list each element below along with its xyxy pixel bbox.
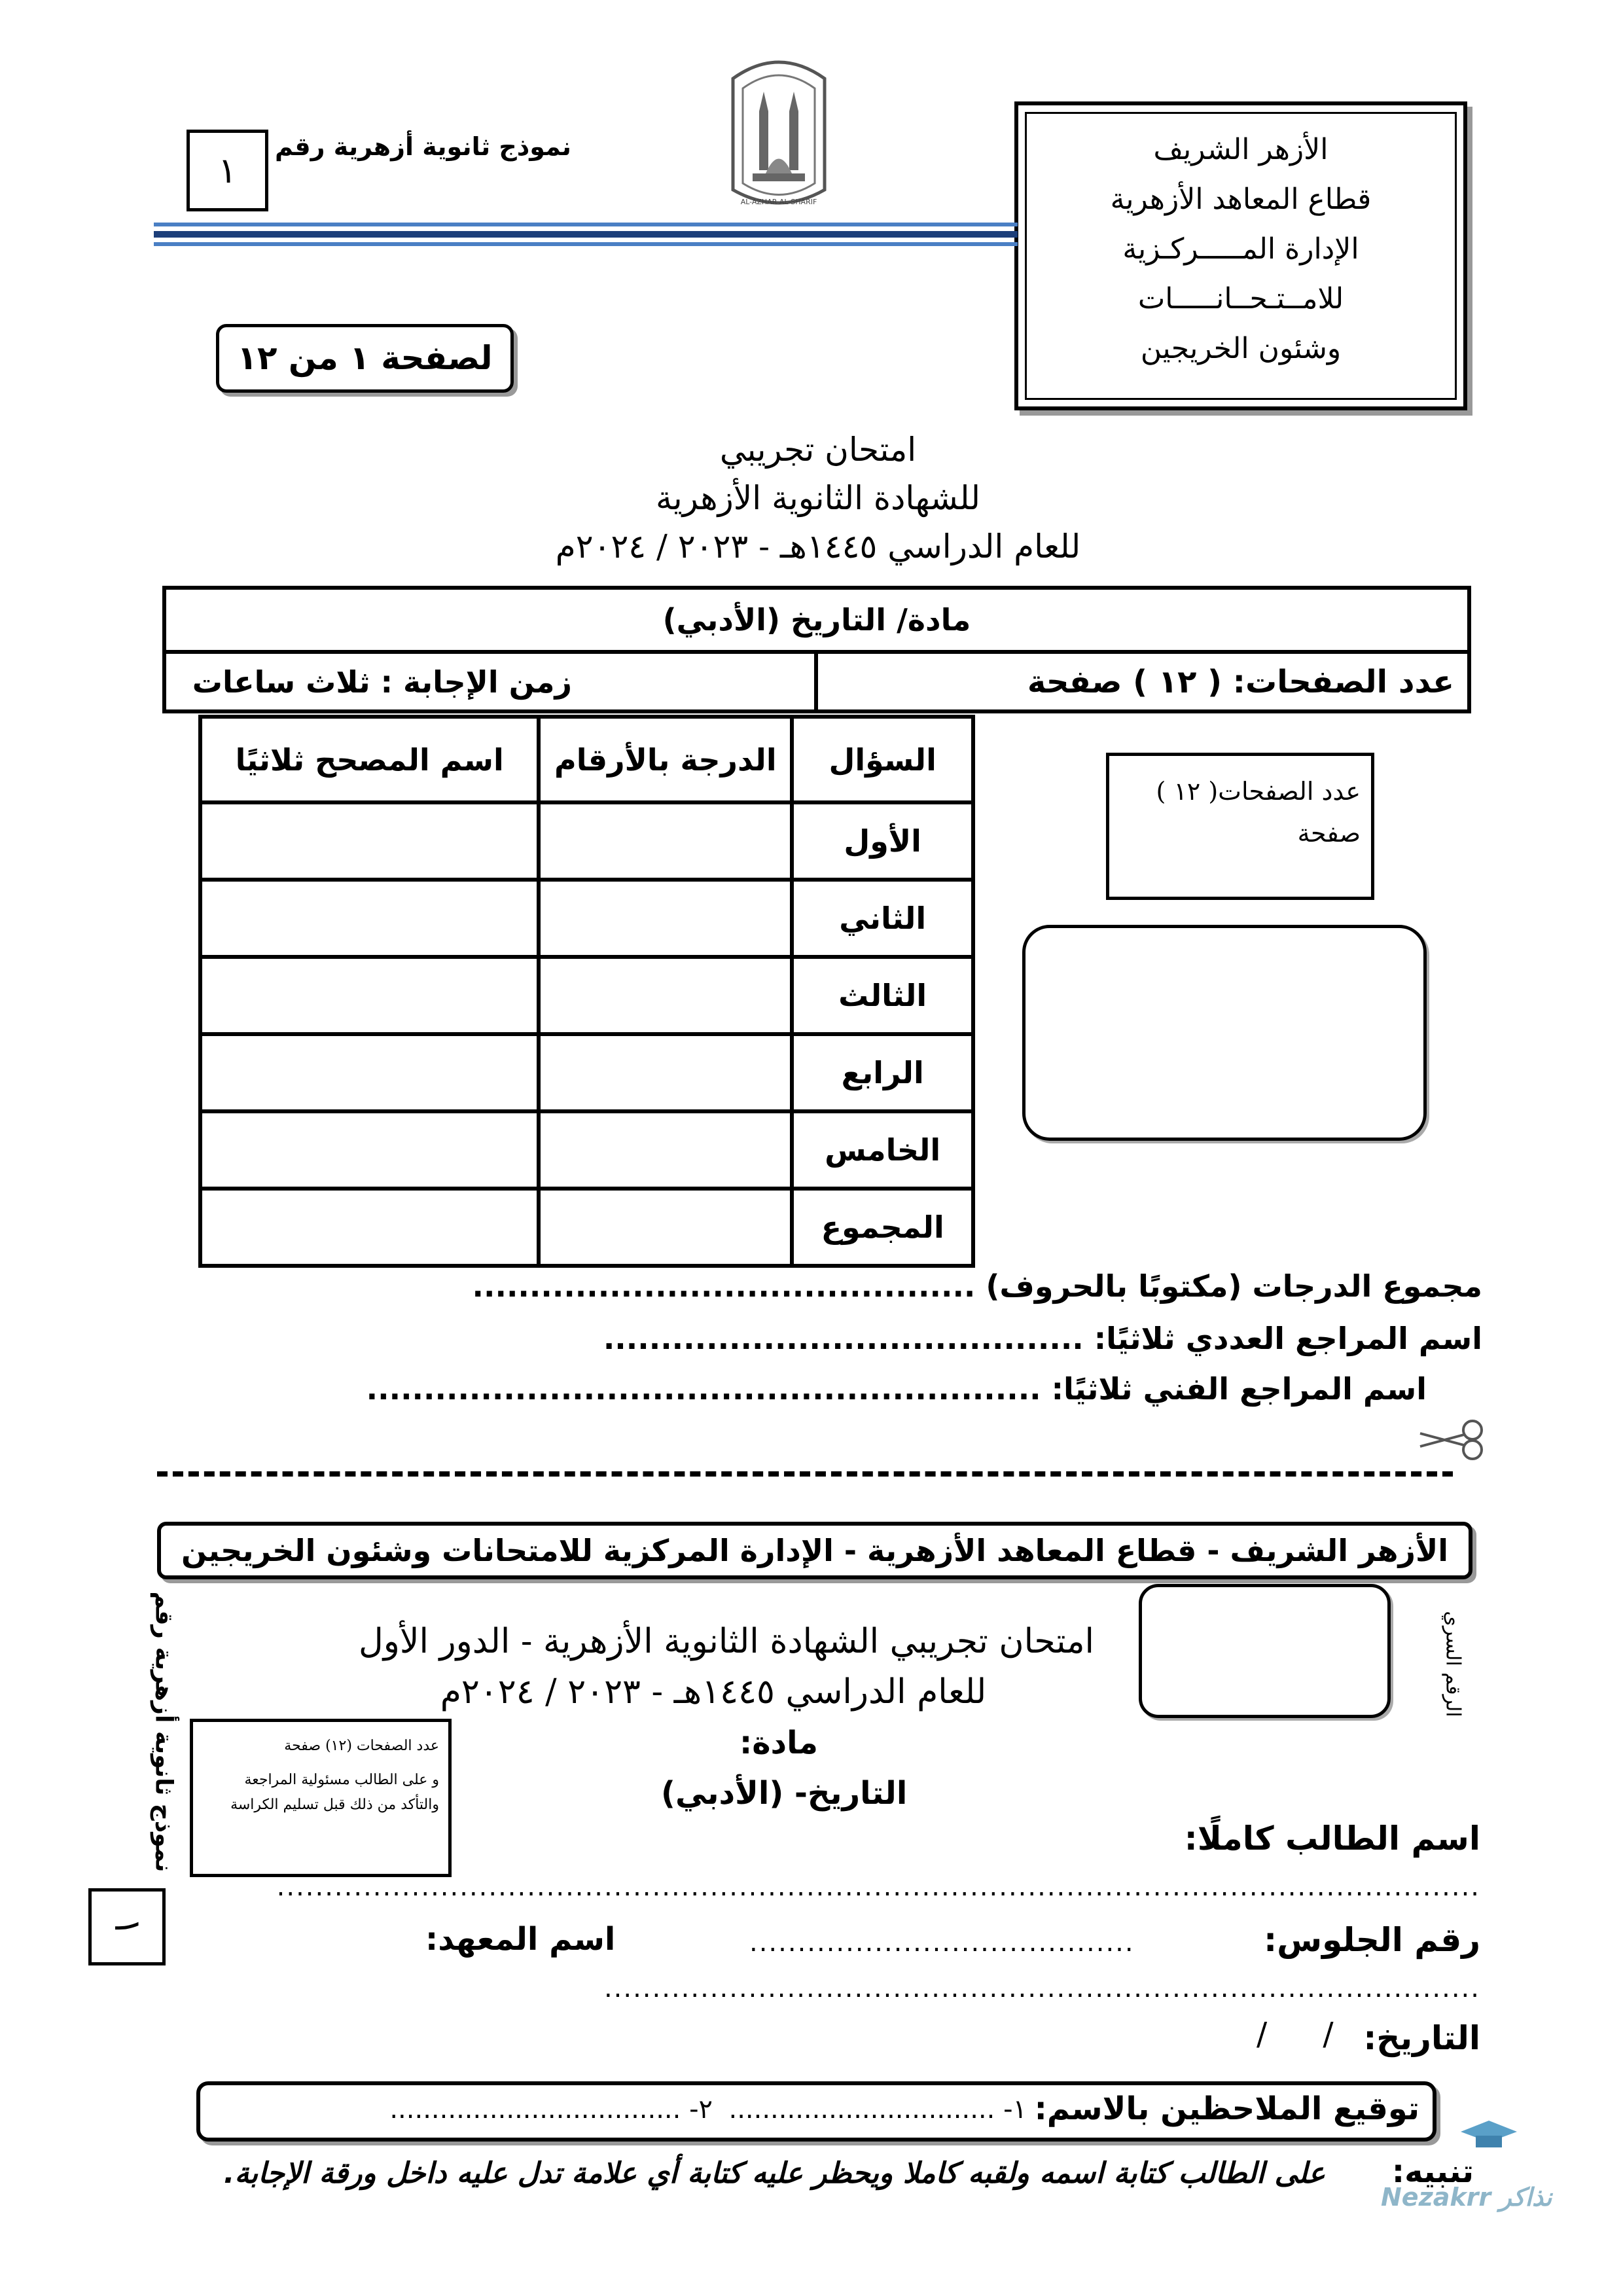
table-row [200, 957, 973, 1034]
row-label: الثاني [792, 880, 973, 957]
corrector-cell[interactable] [200, 1111, 539, 1189]
cut-note-box [190, 1719, 452, 1877]
table-row [200, 880, 973, 957]
watermark-logo [1381, 2117, 1577, 2229]
header-rule [154, 223, 1018, 251]
exam-info-table [162, 586, 1471, 713]
graduation-cap-icon [1459, 2117, 1518, 2157]
total-in-words: مجموع الدرجات (مكتوبًا بالحروف) ............................................ [472, 1268, 1482, 1304]
warning-label: تنبيه: [1391, 2153, 1474, 2190]
observer-1-field[interactable]: ١- ................................ [728, 2094, 1027, 2125]
watermark-text: Nezakrr نذاكر [1381, 2183, 1552, 2212]
header-corrector: اسم المصحح ثلاثيًا [200, 717, 539, 802]
pages-note-line2: صفحة [1297, 819, 1361, 848]
institution-line-1: الأزهر الشريف [1153, 133, 1329, 166]
scissors-icon [1417, 1417, 1489, 1463]
cut-year-line: للعام الدراسي ١٤٤٥هـ - ٢٠٢٣ / ٢٠٢٤م [440, 1672, 987, 1712]
row-label: الرابع [792, 1034, 973, 1111]
seat-number-field[interactable]: ........................................ [749, 1928, 1135, 1958]
grade-cell[interactable] [539, 1189, 792, 1266]
corrector-cell[interactable] [200, 957, 539, 1034]
subject: مادة/ التاريخ (الأدبي) [166, 590, 1467, 654]
institution-box [1014, 101, 1467, 410]
header-question: السؤال [792, 717, 973, 802]
institution-line-2: قطاع المعاهد الأزهرية [1110, 183, 1372, 216]
corrector-cell[interactable] [200, 802, 539, 880]
grade-cell[interactable] [539, 880, 792, 957]
corrector-cell[interactable] [200, 1034, 539, 1111]
numeric-reviewer: اسم المراجع العددي ثلاثيًا: .......................................... [603, 1321, 1482, 1356]
model-number: ١ [217, 150, 237, 191]
pages-count: عدد الصفحات: ( ١٢ ) صفحة [1027, 664, 1454, 700]
seat-number-label: رقم الجلوس: [1264, 1921, 1480, 1959]
cut-subject-value: التاريخ- (الأدبي) [661, 1775, 908, 1812]
table-row [200, 802, 973, 880]
pages-note-line1: عدد الصفحات( ١٢ ) [1156, 777, 1361, 806]
grade-cell[interactable] [539, 802, 792, 880]
model-number-box [187, 130, 268, 211]
institute-field[interactable]: ........................................................................................... [603, 1973, 1480, 2003]
warning-text: على الطالب كتابة اسمه ولقبه كاملا ويحظر عليه كتابة أي علامة تدل عليه داخل ورقة الإجابة. [223, 2157, 1325, 2190]
corrector-cell[interactable] [200, 880, 539, 957]
cut-note-pages: عدد الصفحات (١٢) صفحة [284, 1738, 439, 1754]
cut-note-responsibility: و على الطالب مسئولية المراجعة والتأكد من ذلك قبل تسليم الكراسة [230, 1772, 439, 1813]
grades-header-row [200, 717, 973, 802]
header-grade: الدرجة بالأرقام [539, 717, 792, 802]
row-label: الثالث [792, 957, 973, 1034]
student-name-label: اسم الطالب كاملًا: [1184, 1820, 1480, 1857]
grade-cell[interactable] [539, 957, 792, 1034]
cut-subject-label: مادة: [740, 1725, 818, 1761]
answer-time: زمن الإجابة : ثلاث ساعات [192, 664, 572, 700]
vertical-model-number-box [88, 1888, 166, 1965]
logo-caption: AL-AZHAR AL-SHARIF [740, 198, 817, 206]
cut-banner [157, 1522, 1472, 1579]
institute-label: اسم المعهد: [425, 1921, 616, 1958]
row-label: الأول [792, 802, 973, 880]
vertical-model-number: ١ [105, 1916, 149, 1937]
secret-number-label: الرقم السري [1441, 1611, 1465, 1717]
model-label: نموذج ثانوية أزهرية رقم [275, 132, 571, 161]
vertical-model-label: نموذج ثانوية أزهرية رقم [150, 1591, 177, 1873]
institution-line-5: وشئون الخريجين [1140, 332, 1342, 365]
cut-line [157, 1471, 1453, 1477]
row-label: المجموع [792, 1189, 973, 1266]
table-row [200, 1189, 973, 1266]
student-name-field[interactable]: ............................................................................................................................. [276, 1872, 1480, 1902]
exam-title: امتحان تجريبي [719, 431, 917, 469]
cut-banner-text: الأزهر الشريف - قطاع المعاهد الأزهرية - الإدارة المركزية للامتحانات وشئون الخريجين [181, 1533, 1449, 1568]
page-badge [216, 324, 514, 393]
observers-label: توقيع الملاحظين بالاسم: [1034, 2090, 1419, 2127]
grades-table [198, 715, 975, 1268]
pages-note-box [1106, 753, 1374, 900]
exam-year: للعام الدراسي ١٤٤٥هـ - ٢٠٢٣ / ٢٠٢٤م [555, 528, 1081, 565]
observers-box [196, 2081, 1436, 2142]
technical-reviewer: اسم المراجع الفني ثلاثيًا: ........................................................... [366, 1371, 1427, 1407]
grade-cell[interactable] [539, 1034, 792, 1111]
institution-line-4: للامــتـحــانـــــات [1137, 282, 1344, 315]
corrector-cell[interactable] [200, 1189, 539, 1266]
azhar-logo [720, 52, 838, 209]
page-badge-text: لصفحة ١ من ١٢ [237, 339, 493, 377]
cut-exam-line: امتحان تجريبي الشهادة الثانوية الأزهرية - الدور الأول [359, 1622, 1094, 1661]
grade-cell[interactable] [539, 1111, 792, 1189]
exam-certificate: للشهادة الثانوية الأزهرية [655, 479, 981, 517]
date-field[interactable]: / / [1257, 2016, 1334, 2053]
row-label: الخامس [792, 1111, 973, 1189]
table-row [200, 1111, 973, 1189]
institution-line-3: الإدارة المـــــركـزية [1122, 232, 1359, 266]
table-row [200, 1034, 973, 1111]
date-label: التاريخ: [1363, 2019, 1480, 2057]
secret-number-box[interactable] [1139, 1584, 1391, 1718]
stamp-box[interactable] [1022, 925, 1427, 1141]
observer-2-field[interactable]: ٢- ................................... [389, 2094, 713, 2125]
